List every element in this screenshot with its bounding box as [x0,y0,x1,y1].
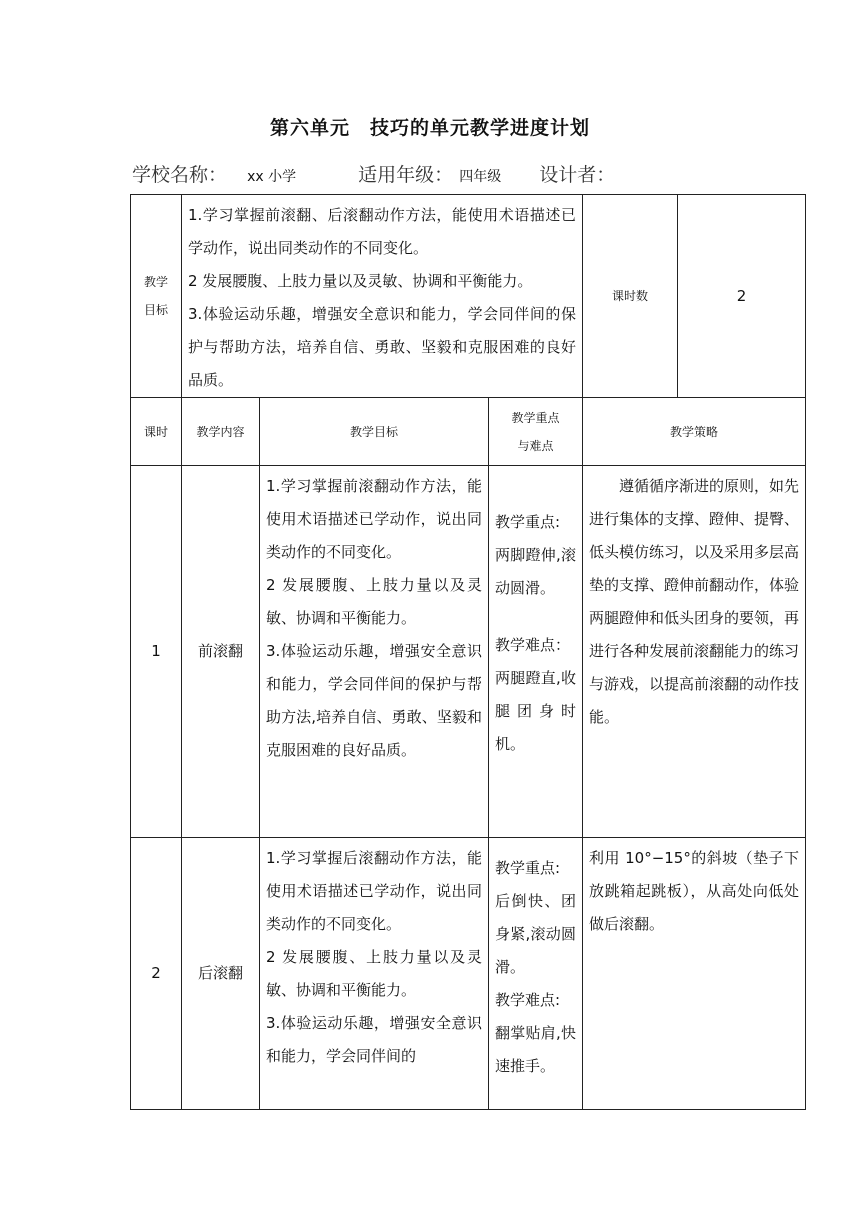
unit-goals [182,195,583,398]
grade-label: 适用年级： [358,164,454,186]
grade-value: 四年级 [459,169,502,185]
unit-goal-2: 2 发展腰腹、上肢力量以及灵敏、协调和平衡能力。 [188,272,533,290]
info-line [132,160,615,187]
header-content: 教学内容 [182,398,260,466]
lesson-number: 2 [131,838,182,1110]
lesson-strategy: 遵循循序渐进的原则，如先进行集体的支撑、蹬伸、提臀、低头模仿练习，以及采用多层高垫的支撑、蹬伸前翻动作，体验两腿蹬伸和低头团身的要领，再进行各种发展前滚翻能力的练习与游戏，以提高前滚翻的动作技能。 [583,466,806,838]
lesson-goals: 1.学习掌握前滚翻动作方法，能使用术语描述已学动作，说出同类动作的不同变化。 2 发展腰腹、上肢力量以及灵敏、协调和平衡能力。 3.体验运动乐趣，增强安全意识和能力，学会同伴间的保护与帮助方法,培养自信、勇敢、坚毅和克服困难的良好品质。 [260,466,489,838]
lesson-key-difficulty: 教学重点: 两脚蹬伸,滚动圆滑。 教学难点： 两腿蹬直,收腿团身时机。 [489,466,583,838]
header-goal: 教学目标 [260,398,489,466]
header-lesson: 课时 [131,398,182,466]
school-value: xx 小学 [247,169,297,185]
lesson-number: 1 [131,466,182,838]
designer-label: 设计者： [539,164,616,186]
unit-goal-1: 1.学习掌握前滚翻、后滚翻动作方法，能使用术语描述已学动作，说出同类动作的不同变化。 [188,206,576,257]
lesson-goals: 1.学习掌握后滚翻动作方法，能使用术语描述已学动作，说出同类动作的不同变化。 2 发展腰腹、上肢力量以及灵敏、协调和平衡能力。 3.体验运动乐趣，增强安全意识和能力，学会同伴间的 [260,838,489,1110]
hours-value: 2 [678,195,806,398]
lesson-row [131,466,806,838]
unit-goal-row [131,195,806,398]
lesson-row [131,838,806,1110]
unit-goal-label: 教学 目标 [131,195,182,398]
plan-table [130,194,806,1110]
header-key-difficulty: 教学重点 与难点 [489,398,583,466]
header-row [131,398,806,466]
lesson-key-difficulty: 教学重点: 后倒快、团身紧,滚动圆滑。 教学难点: 翻掌贴肩,快速推手。 [489,838,583,1110]
hours-label: 课时数 [583,195,678,398]
unit-goal-3: 3.体验运动乐趣，增强安全意识和能力，学会同伴间的保护与帮助方法，培养自信、勇敢、坚毅和克服困难的良好品质。 [188,305,576,389]
lesson-content: 后滚翻 [182,838,260,1110]
header-strategy: 教学策略 [583,398,806,466]
school-label: 学校名称： [132,164,228,186]
lesson-strategy: 利用 10°−15°的斜坡（垫子下放跳箱起跳板），从高处向低处做后滚翻。 [583,838,806,1110]
lesson-content: 前滚翻 [182,466,260,838]
document-title: 第六单元 技巧的单元教学进度计划 [269,117,590,139]
